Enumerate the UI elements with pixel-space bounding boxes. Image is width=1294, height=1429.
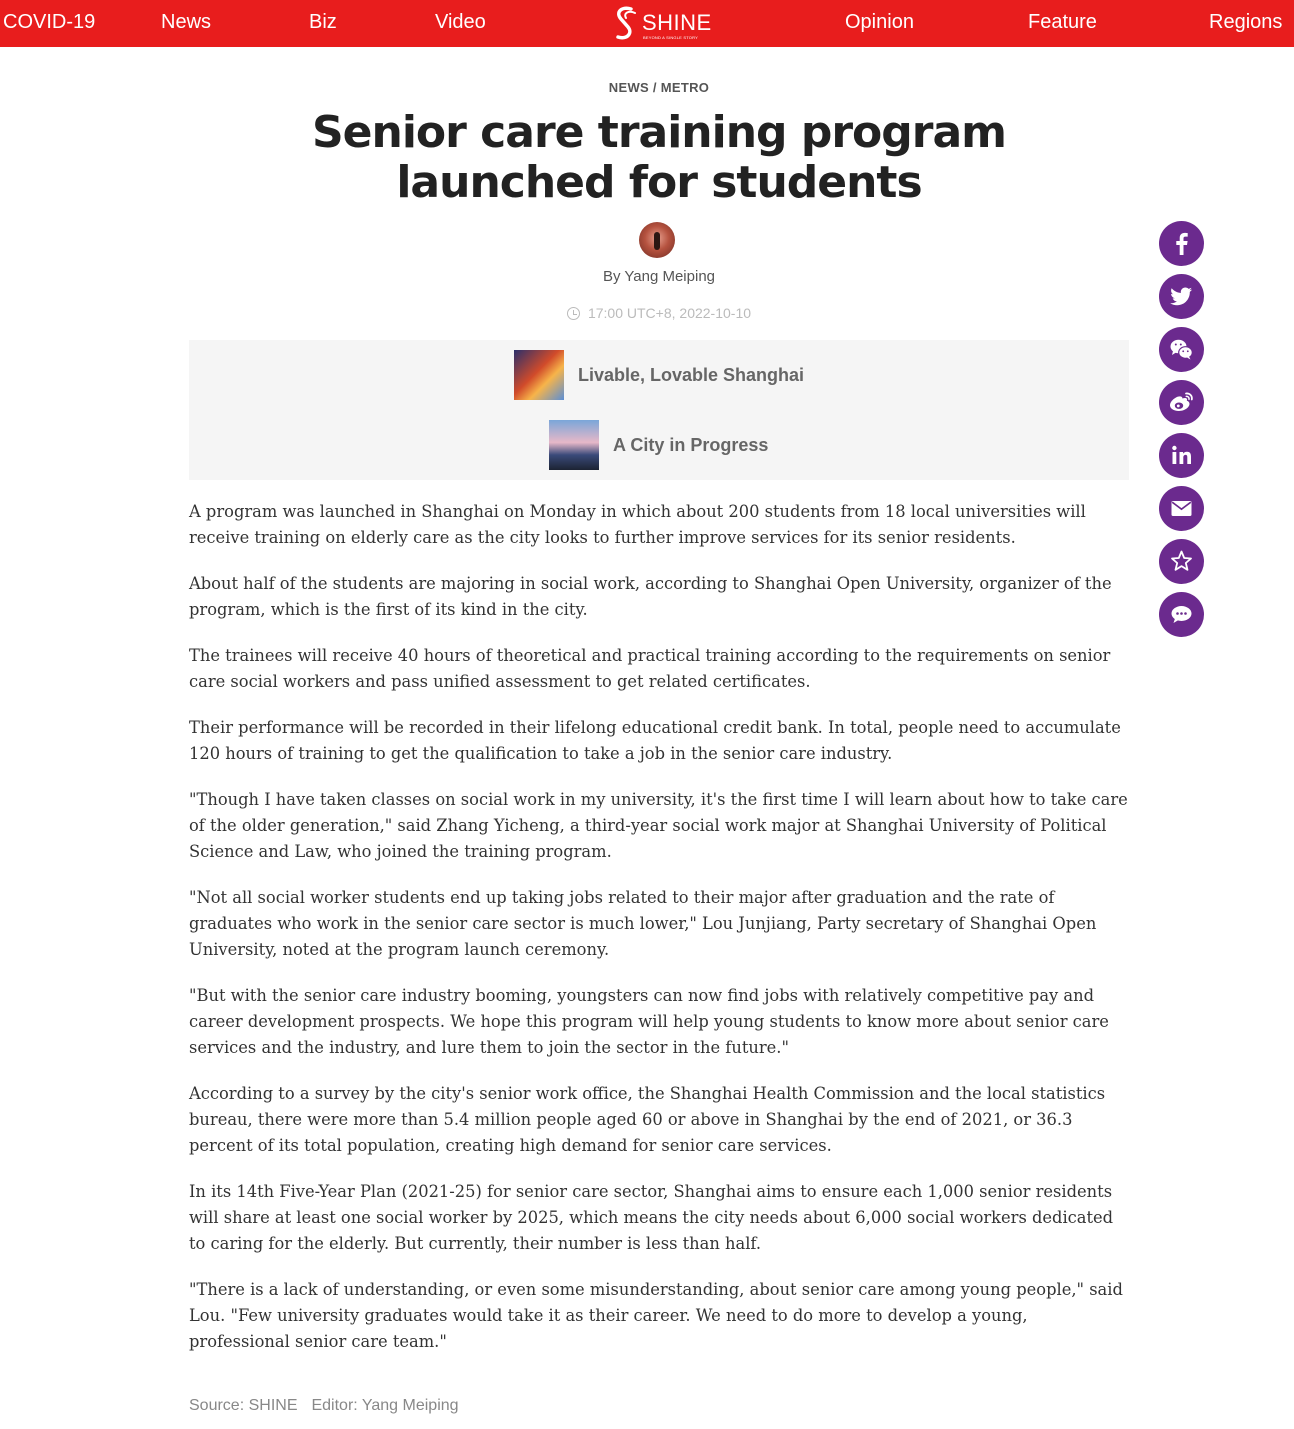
comment-button[interactable] [1159, 592, 1204, 637]
favorite-button[interactable] [1159, 539, 1204, 584]
share-email-button[interactable] [1159, 486, 1204, 531]
byline [0, 268, 1294, 285]
article-paragraph: According to a survey by the city's senior work office, the Shanghai Health Commission and the local statistics bureau, there were more than 5.4 million people aged 60 or above in Shanghai by the end of 2021, or 36.3 percent of its total population, creating high demand for senior care services. [189, 1084, 1106, 1155]
nav-biz[interactable]: Biz [309, 11, 337, 33]
logo-wordmark: SHINE [642, 10, 712, 35]
logo-tagline: BEYOND A SINGLE STORY [643, 35, 698, 40]
editor-label: Editor: Yang Meiping [311, 1397, 459, 1414]
article-title: Senior care training program launched for students [311, 107, 1007, 208]
clock-icon [567, 307, 580, 320]
nav-covid[interactable]: COVID-19 [3, 11, 96, 33]
wechat-icon [1159, 327, 1204, 372]
topic-thumbnail [514, 350, 564, 400]
topic-livable-shanghai[interactable] [514, 350, 814, 400]
article-paragraph: "There is a lack of understanding, or even some misunderstanding, about senior care among young people," said Lou. "Few university graduates would take it as their career. We need to do more to develop a young, professional senior care team." [189, 1280, 1123, 1351]
topic-label: Livable, Lovable Shanghai [578, 365, 805, 385]
article-paragraph: The trainees will receive 40 hours of theoretical and practical training according to the requirements on senior care social workers and pass unified assessment to get related certificates. [189, 646, 1111, 691]
article-paragraph: "Not all social worker students end up taking jobs related to their major after graduation and the rate of graduates who work in the senior care sector is much lower," Lou Junjiang, Party secretary of Shanghai Open University, noted at the program launch ceremony. [189, 888, 1097, 959]
source-label: Source: SHINE [189, 1397, 298, 1414]
topic-thumbnail [549, 420, 599, 470]
nav-video[interactable]: Video [435, 11, 486, 33]
article-footer [189, 1397, 473, 1415]
nav-feature[interactable]: Feature [1028, 11, 1097, 33]
topic-label: A City in Progress [613, 435, 769, 455]
comment-icon [1159, 592, 1204, 637]
topics-box [189, 340, 1129, 480]
share-facebook-button[interactable] [1159, 221, 1204, 266]
facebook-icon [1159, 221, 1204, 266]
topic-city-in-progress[interactable] [549, 420, 789, 470]
nav-opinion[interactable]: Opinion [845, 11, 914, 33]
email-icon [1159, 486, 1204, 531]
author-name[interactable]: By Yang Meiping [602, 268, 716, 285]
article-body [189, 499, 1129, 1375]
twitter-icon [1159, 274, 1204, 319]
breadcrumb-news[interactable]: NEWS [608, 80, 649, 95]
weibo-icon [1159, 380, 1204, 425]
shine-logo[interactable] [612, 4, 712, 44]
article-paragraph: "Though I have taken classes on social work in my university, it's the first time I will learn about how to take care of the older generation," said Zhang Yicheng, a third-year social work major at Shanghai University of Political Science and Law, who joined the training program. [189, 790, 1128, 861]
breadcrumb-separator: / [652, 80, 657, 95]
timestamp-text: 17:00 UTC+8, 2022-10-10 [587, 305, 752, 321]
top-nav [0, 0, 1294, 47]
article-paragraph: In its 14th Five-Year Plan (2021-25) for senior care sector, Shanghai aims to ensure each 1,000 senior residents will share at least one social worker by 2025, which means the city needs about 6,000 social workers dedicated to caring for the elderly. But currently, their number is less than half. [189, 1182, 1114, 1253]
author-avatar[interactable] [639, 222, 675, 258]
share-twitter-button[interactable] [1159, 274, 1204, 319]
breadcrumb [0, 80, 1294, 95]
share-wechat-button[interactable] [1159, 327, 1204, 372]
shine-s-icon [612, 4, 640, 44]
publish-time [0, 305, 1294, 321]
breadcrumb-metro[interactable]: METRO [660, 80, 710, 95]
nav-news[interactable]: News [161, 11, 212, 33]
nav-regions[interactable]: Regions [1209, 11, 1283, 33]
linkedin-icon [1159, 433, 1204, 478]
star-icon [1159, 539, 1204, 584]
avatar-figure [654, 232, 660, 250]
article-paragraph: A program was launched in Shanghai on Monday in which about 200 students from 18 local universities will receive training on elderly care as the city looks to further improve services for its senior residents. [189, 502, 1086, 547]
article-paragraph: Their performance will be recorded in their lifelong educational credit bank. In total, people need to accumulate 120 hours of training to get the qualification to take a job in the senior care industry. [189, 718, 1121, 763]
share-linkedin-button[interactable] [1159, 433, 1204, 478]
article-paragraph: About half of the students are majoring in social work, according to Shanghai Open University, organizer of the program, which is the first of its kind in the city. [189, 574, 1112, 619]
share-weibo-button[interactable] [1159, 380, 1204, 425]
article-paragraph: "But with the senior care industry booming, youngsters can now find jobs with relatively competitive pay and career development prospects. We hope this program will help young students to know more about senior care services and the industry, and lure them to join the sector in the future." [189, 986, 1109, 1057]
